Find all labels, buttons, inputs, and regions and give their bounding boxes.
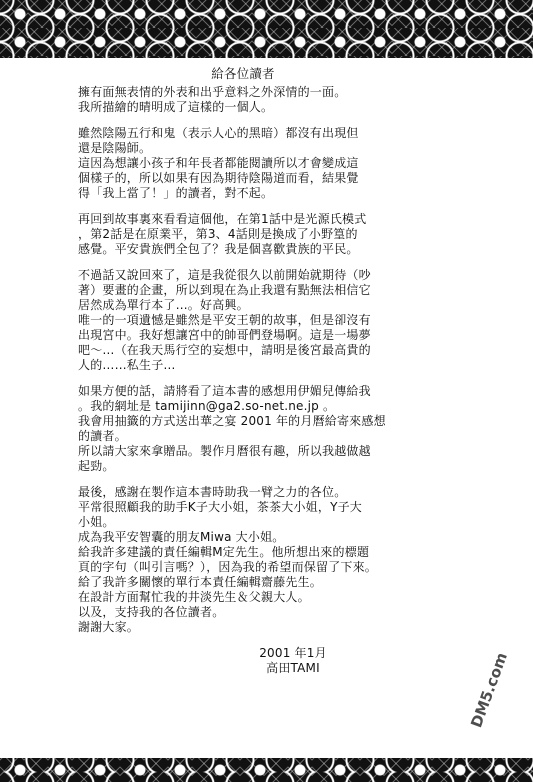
- text-line: 在設計方面幫忙我的井淡先生＆父親大人。: [78, 590, 310, 604]
- text-line: 這因為想讓小孩子和年長者都能閱讀所以才會變成這: [78, 156, 359, 170]
- text-line: 唯一的一項遺憾是雖然是平安王朝的故事，但是卻沒有: [78, 313, 371, 327]
- text-line: 小姐。: [78, 515, 115, 529]
- text-line: 再回到故事裏來看看這個他，在第1話中是光源氏模式: [78, 212, 367, 226]
- text-line: 個樣子的，所以如果有因為期待陰陽道而看，結果覺: [78, 171, 359, 185]
- paragraph-4: [78, 268, 468, 373]
- text-line: 給了我許多關懷的單行本責任編輯齋藤先生。: [78, 575, 323, 589]
- text-line: 雖然陰陽五行和鬼（表示人心的黑暗）都沒有出現但: [78, 126, 359, 140]
- text-line: 居然成為單行本了…。好高興。: [78, 298, 249, 312]
- text-line: 得「我上當了！」的讀者，對不起。: [78, 186, 274, 200]
- paragraph-3: [78, 212, 468, 257]
- letter-body: [78, 66, 468, 676]
- text-line: 以及，支持我的各位讀者。: [78, 605, 225, 619]
- signature-block: [78, 646, 468, 676]
- paragraph-2: [78, 126, 468, 201]
- text-line: 吧～…（在我天馬行空的妄想中，請明是後宮最高貴的: [78, 343, 371, 357]
- decorative-border-top: [0, 0, 533, 58]
- site-watermark-logo: DM5.com: [467, 650, 511, 730]
- text-line: 成為我平安智囊的朋友Miwa 大小姐。: [78, 530, 285, 544]
- text-line: 感覺。平安貴族們全包了？我是個喜歡貴族的平民。: [78, 242, 359, 256]
- letter-date: 2001 年1月: [259, 646, 327, 660]
- text-line: 最後，感謝在製作這本書時助我一臂之力的各位。: [78, 485, 347, 499]
- text-line: 給我許多建議的責任編輯M定先生。他所想出來的標題: [78, 545, 370, 559]
- text-line: 我所描繪的晴明成了這樣的一個人。: [78, 100, 274, 114]
- paragraph-1: [78, 85, 468, 115]
- text-line: 我會用抽籤的方式送出華之宴 2001 年的月曆給寄來感想: [78, 414, 386, 428]
- paragraph-6: [78, 485, 468, 635]
- text-line: 的讀者。: [78, 429, 127, 443]
- decorative-border-bottom: [0, 758, 533, 782]
- text-line: 人的……私生子…: [78, 358, 176, 372]
- text-line: 謝謝大家。: [78, 620, 140, 634]
- text-line: 如果方便的話，請將看了這本書的感想用伊媚兒傳給我: [78, 384, 371, 398]
- letter-title: 給各位讀者: [211, 66, 275, 81]
- text-line: 所以請大家來拿贈品。製作月曆很有趣，所以我越做越: [78, 444, 371, 458]
- text-line: 平常很照顧我的助手K子大小姐，茶茶大小姐，Y子大: [78, 500, 363, 514]
- text-line: 。我的網址是 tamijinn@ga2.so-net.ne.jp 。: [78, 399, 336, 413]
- text-line: 起勁。: [78, 459, 115, 473]
- text-line: 還是陰陽師。: [78, 141, 152, 155]
- text-line: ，第2話是在原業平，第3、4話則是換成了小野篁的: [78, 227, 358, 241]
- paragraph-5: [78, 384, 468, 474]
- text-line: 擁有面無表情的外表和出乎意料之外深情的一面。: [78, 85, 347, 99]
- text-line: 著）要畫的企畫，所以到現在為止我還有點無法相信它: [78, 283, 371, 297]
- text-line: 出現宮中。我好想讓宮中的帥哥們登場啊。這是一場夢: [78, 328, 371, 342]
- letter-author: 高田TAMI: [266, 661, 320, 675]
- text-line: 頁的字句（叫引言嗎？），因為我的希望而保留了下來。: [78, 560, 378, 574]
- text-line: 不過話又說回來了，這是我從很久以前開始就期待（吵: [78, 268, 371, 282]
